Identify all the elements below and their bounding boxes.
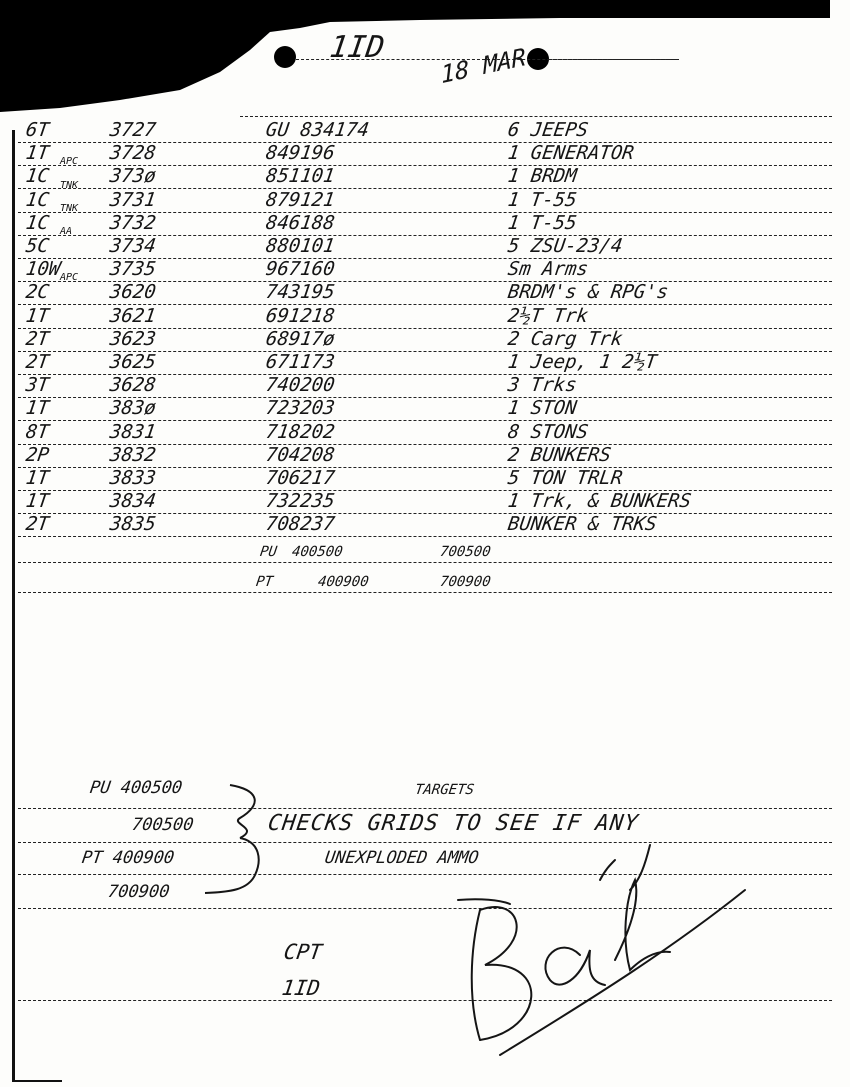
entry-qty: 1T xyxy=(24,467,51,489)
entry-annotation: AA xyxy=(60,226,73,237)
entry-qty: 1T xyxy=(24,142,51,165)
entry-qty: 2C xyxy=(24,281,51,304)
entry-qty: 1C xyxy=(24,165,51,188)
targets-note: TARGETS xyxy=(413,782,476,798)
entry-annotation: APC xyxy=(60,156,79,168)
torn-black-header xyxy=(0,0,850,130)
phase-line-end: 700500 xyxy=(438,543,492,560)
entry-annotation: TNK xyxy=(60,179,79,191)
entry-grid: 704208 xyxy=(264,443,337,466)
bracket-line-1: PU 400500 xyxy=(88,778,184,798)
entry-target: 3735 xyxy=(108,258,158,281)
entry-desc: 1 T-55 xyxy=(506,188,579,211)
entry-desc: 1 GENERATOR xyxy=(506,142,636,165)
entry-grid: 967160 xyxy=(264,258,337,281)
entry-grid: 851101 xyxy=(264,165,337,188)
page-left-edge xyxy=(12,130,15,1080)
entry-desc: 1 T-55 xyxy=(506,211,579,234)
entry-desc: BRDM's & RPG's xyxy=(506,281,670,304)
entry-qty: 2P xyxy=(24,443,51,466)
entry-grid: 880101 xyxy=(264,235,337,257)
signoff-rank: CPT xyxy=(282,940,324,964)
phase-line-start: 400900 xyxy=(316,573,370,590)
entry-grid: 708237 xyxy=(264,513,337,536)
entry-target: 3834 xyxy=(108,490,158,513)
entry-grid: 723203 xyxy=(264,397,337,420)
bracket-line-3: PT 400900 xyxy=(80,848,176,868)
header-rule xyxy=(240,116,832,117)
entry-desc: 1 BRDM xyxy=(506,165,579,188)
entry-qty: 2T xyxy=(24,351,51,373)
entry-target: 3625 xyxy=(108,351,158,373)
phase-line-label: PU xyxy=(258,543,278,560)
entry-target: 373ø xyxy=(108,165,158,188)
row-rule xyxy=(18,562,832,563)
entry-target: 383ø xyxy=(108,397,158,420)
entry-desc: 5 TON TRLR xyxy=(506,467,624,489)
entry-annotation: TNK xyxy=(60,202,79,214)
entry-desc: 8 STONS xyxy=(506,420,590,443)
entry-target: 3621 xyxy=(108,304,158,327)
entry-target: 3732 xyxy=(108,211,158,234)
entry-target: 3628 xyxy=(108,374,158,397)
entry-annotation: APC xyxy=(60,272,79,284)
entry-grid: 740200 xyxy=(264,374,337,397)
phase-line-end: 700900 xyxy=(438,573,492,590)
entry-grid: 732235 xyxy=(264,490,337,513)
entry-qty: 1T xyxy=(24,397,51,420)
entry-qty: 1C xyxy=(24,211,51,234)
row-rule xyxy=(18,592,832,593)
entry-desc: 1 STON xyxy=(506,397,579,420)
entry-desc: 2½T Trk xyxy=(506,304,590,327)
entry-target: 3833 xyxy=(108,467,158,489)
signoff-unit: 1ID xyxy=(280,976,322,1000)
phase-line-start: 400500 xyxy=(290,543,344,560)
bracket-stroke xyxy=(200,780,280,910)
entry-target: 3623 xyxy=(108,327,158,350)
entry-grid: GU 834174 xyxy=(264,119,371,141)
entry-qty: 2T xyxy=(24,513,51,536)
entry-desc: 2 BUNKERS xyxy=(506,443,613,466)
entry-qty: 1T xyxy=(24,490,51,513)
header-date: 18 MAR xyxy=(439,42,527,90)
entry-grid: 743195 xyxy=(264,281,337,304)
punch-hole-left xyxy=(274,46,296,68)
entry-desc: 2 Carg Trk xyxy=(506,327,624,350)
notes-line-2: UNEXPLODED AMMO xyxy=(323,848,480,868)
notes-line-1: CHECKS GRIDS TO SEE IF ANY xyxy=(266,811,641,836)
blank-rule xyxy=(18,808,832,809)
entry-qty: 1T xyxy=(24,304,51,327)
entry-grid: 846188 xyxy=(264,211,337,234)
entry-desc: BUNKER & TRKS xyxy=(506,513,659,536)
entry-qty: 6T xyxy=(24,119,51,141)
entry-grid: 706217 xyxy=(264,467,337,489)
entry-desc: 6 JEEPS xyxy=(506,119,590,141)
entry-desc: 3 Trks xyxy=(506,374,579,397)
entry-grid: 671173 xyxy=(264,351,337,373)
entry-target: 3831 xyxy=(108,420,158,443)
entry-target: 3832 xyxy=(108,443,158,466)
entry-qty: 2T xyxy=(24,327,51,350)
header-unit: 1ID xyxy=(327,30,387,65)
bracket-line-4: 700900 xyxy=(106,882,171,902)
entry-desc: 1 Jeep, 1 2½T xyxy=(506,351,659,373)
handwritten-signature xyxy=(440,840,770,1060)
entry-grid: 849196 xyxy=(264,142,337,165)
entry-grid: 718202 xyxy=(264,420,337,443)
bracket-line-2: 700500 xyxy=(130,815,195,835)
entry-grid: 691218 xyxy=(264,304,337,327)
page-bottom-edge xyxy=(12,1080,62,1082)
entry-desc: Sm Arms xyxy=(506,258,590,281)
entry-desc: 5 ZSU-23/4 xyxy=(506,235,624,257)
entry-grid: 68917ø xyxy=(264,327,337,350)
entry-target: 3835 xyxy=(108,513,158,536)
entry-target: 3728 xyxy=(108,142,158,165)
entry-target: 3620 xyxy=(108,281,158,304)
phase-line-label: PT xyxy=(254,573,274,590)
entry-qty: 10W xyxy=(24,258,62,281)
entry-qty: 8T xyxy=(24,420,51,443)
entry-qty: 1C xyxy=(24,188,51,211)
entry-qty: 3T xyxy=(24,374,51,397)
header-rule xyxy=(549,59,679,60)
entry-grid: 879121 xyxy=(264,188,337,211)
entry-qty: 5C xyxy=(24,235,51,257)
entry-target: 3734 xyxy=(108,235,158,257)
entry-desc: 1 Trk, & BUNKERS xyxy=(506,490,693,513)
row-rule xyxy=(18,536,832,537)
entry-target: 3727 xyxy=(108,119,158,141)
entry-target: 3731 xyxy=(108,188,158,211)
